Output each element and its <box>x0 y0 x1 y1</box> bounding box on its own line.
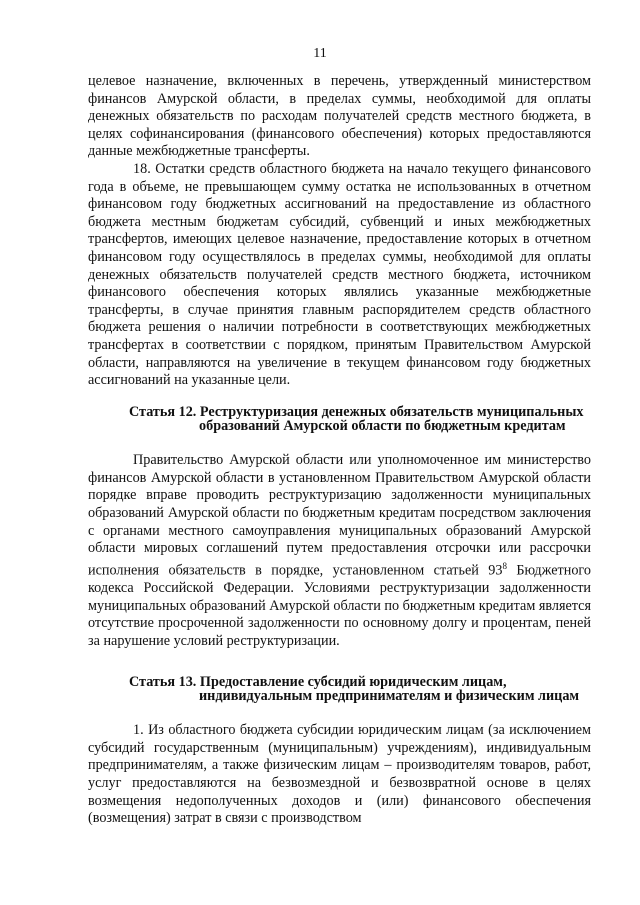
paragraph-18: 18. Остатки средств областного бюджета на начало текущего финансового года в объеме, не превышающем сумму остатка не использованных в отчетном финансовом году бюджетных ассигнований на предоставление из областного бюджета местным бюджетам субсидий, субвенций и иных межбюджетных трансфертов, имеющих целевое назначение, предоставление которых в отчетном финансовом году осуществлялось в пределах суммы, необходимой для оплаты денежных обязательств получателей средств местного бюджета, источником финансового обеспечения которых являлись указанные межбюджетные трансферты, в случае принятия главным распорядителем средств областного бюджета решения о наличии потребности в соответствующих межбюджетных трансфертах в соответствии с порядком, принятым Правительством Амурской области, направляются на увеличение в текущем финансовом году бюджетных ассигнований на указанные цели. <box>88 160 591 389</box>
article-12-paragraph <box>88 452 591 650</box>
article-12-text-part-1: Правительство Амурской области или уполномоченное им министерство финансов Амурской области в установленном Правительством Амурской области порядке вправе проводить реструктуризацию задолженности муниципальных образований Амурской области по бюджетным кредитам посредством заключения с органами местного самоуправления муниципальных образований Амурской области мировых соглашений путем предоставления отсрочки или рассрочки исполнения обязательств в порядке, установленном статьей 93 <box>88 452 591 579</box>
page-number: 11 <box>313 46 327 61</box>
article-12-heading: Статья 12. Реструктуризация денежных обязательств муниципальных образований Амурской области по бюджетным кредитам <box>129 403 584 435</box>
article-13-heading: Статья 13. Предоставление субсидий юридическим лицам, индивидуальным предпринимателям и физическим лицам <box>129 673 580 705</box>
article-12-superscript: 8 <box>502 560 507 571</box>
document-body <box>88 73 591 828</box>
article-12-text-part-2: Бюджетного кодекса Российской Федерации. Условиями реструктуризации задолженности муниципальных образований Амурской области по бюджетным кредитам является отсутствие просроченной задолженности по основному долгу и процентам, пеней за нарушение условий реструктуризации. <box>88 562 591 649</box>
article-13-paragraph-1: 1. Из областного бюджета субсидии юридическим лицам (за исключением субсидий государственным (муниципальным) учреждениям), индивидуальным предпринимателям, а также физическим лицам – производителям товаров, работ, услуг предоставляются на безвозмездной и безвозвратной основе в целях возмещения недополученных доходов и (или) финансового обеспечения (возмещения) затрат в связи с производством <box>88 722 591 827</box>
paragraph-continuation: целевое назначение, включенных в перечень, утвержденный министерством финансов Амурской области, в пределах суммы, необходимой для оплаты денежных обязательств по расходам получателей средств местного бюджета, в целях софинансирования (финансового обеспечения) которых предоставляются данные межбюджетные трансферты. <box>88 73 591 160</box>
